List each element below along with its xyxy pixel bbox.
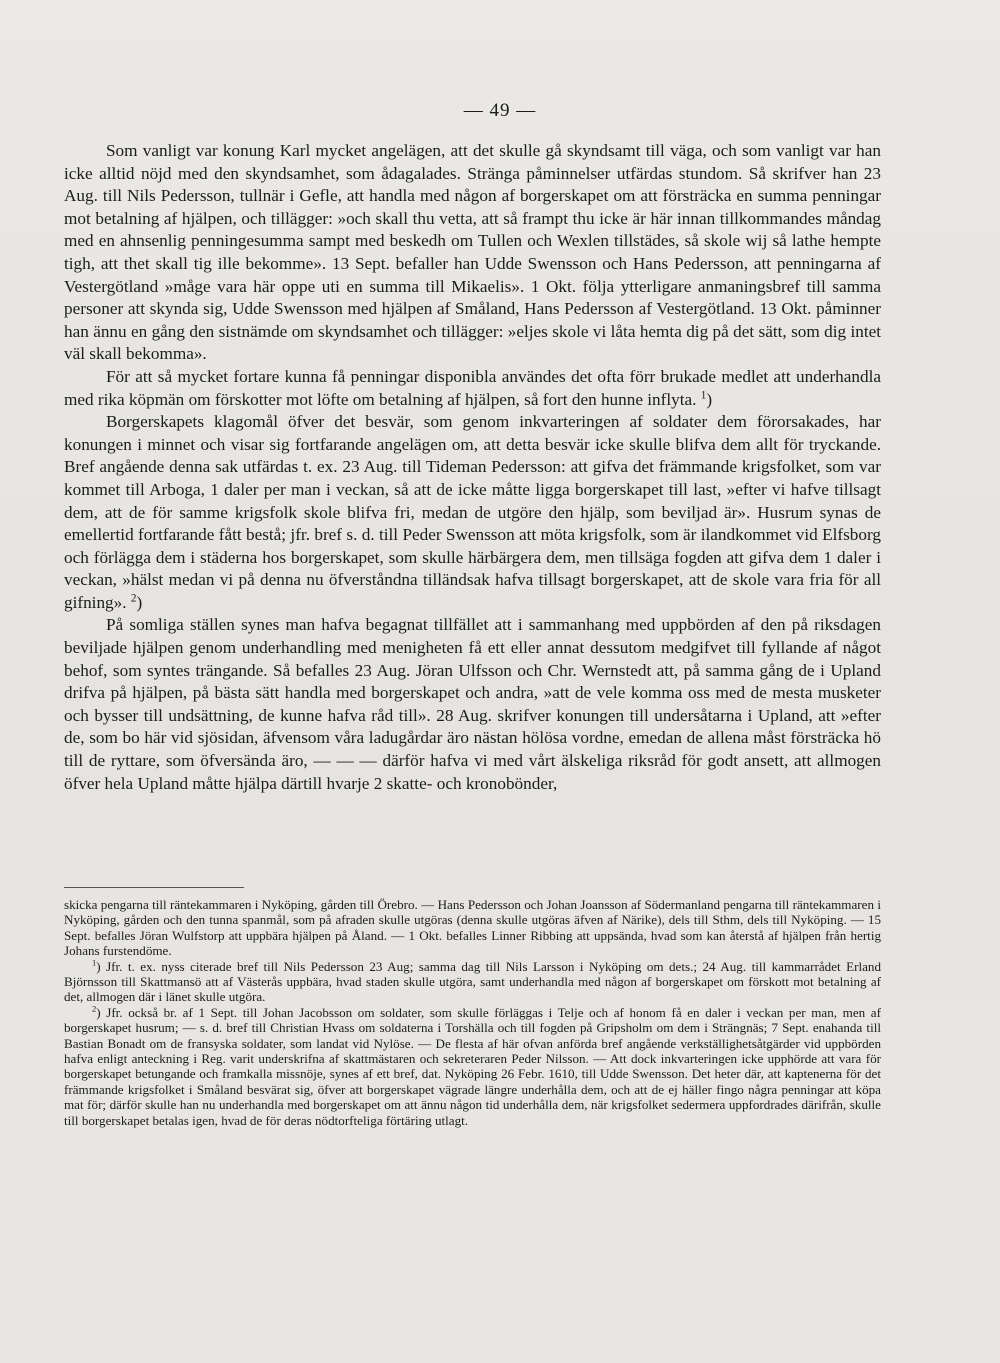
footnote-1: $^1$) Jfr. t. ex. nyss citerade bref till Nils Pedersson 23 Aug; samma dag till Nils Larsson i Nyköping om dets.; 24 Aug. till kammarrådet Erland Björnsson till Skattmansö att af Västerås uppbära, hvad staden skulle utgöra, samt underhandla med någon af borgerskapet om förskott mot betalning af det, allmogen där i länet skulle utgöra. [64, 957, 882, 1005]
footnote-1-text: Jfr. t. ex. nyss citerade bref till Nils Pedersson 23 Aug; samma dag till Nils Larsson i Nyköping om dets.; 24 Aug. till kammarrådet Erland Björnsson till Skattmansö att af Västerås uppbära, hvad staden skulle utgöra, samt underhandla med någon af borgerskapet om förskott mot betalning af det, allmogen där i länet skulle utgöra. [64, 958, 882, 1005]
paragraph-3: Borgerskapets klagomål öfver det besvär, som genom inkvarteringen af soldater dem förorsakades, har konungen i minnet och visar sig fortfarande angelägen om, att detta besvär icke skulle blifva dem allt för tryckande. Bref angående denna sak utfärdas t. ex. 23 Aug. till Tideman Pedersson: att gifva det främmande krigsfolket, som var kommet till Arboga, 1 daler per man i veckan, så att de icke måtte ligga borgerskapet till last, »efter vi hafve tillsagt dem, att de för samme krigsfolk skole blifva fri, medan de utgöre den hjälp, som beviljad är». Husrum synas de emellertid fortfarande fått bestå; jfr. bref s. d. till Peder Swensson att möta krigsfolk, som är ilandkommet vid Elfsborg och förlägga dem i städerna hos borgerskapet, som skulle härbärgera dem, men tillsäga fogden att gifva dem 1 daler i veckan, »hälst medan vi på denna nu öfverståndna tilländsak hafva tillsagt borgerskapet, att de skole vara fria för all gifning». $^2$) [64, 412, 881, 612]
footnote-1-marker: 1 [92, 957, 97, 968]
paragraph-3-text: Borgerskapets klagomål öfver det besvär, som genom inkvarteringen af soldater dem förorsakades, har konungen i minnet och visar sig fortfarande angelägen om, att detta besvär icke skulle blifva dem allt för tryckande. Bref angående denna sak utfärdas t. ex. 23 Aug. till Tideman Pedersson: att gifva det främmande krigsfolket, som var kommet till Arboga, 1 daler per man i veckan, så att de icke måtte ligga borgerskapet till last, »efter vi hafve tillsagt dem, att de för samme krigsfolk skole blifva fri, medan de utgöre den hjälp, som beviljad är». Husrum synas de emellertid fortfarande fått bestå; jfr. bref s. d. till Peder Swensson att möta krigsfolk, som är ilandkommet vid Elfsborg och förlägga dem i städerna hos borgerskapet, som skulle härbärgera dem, men tillsäga fogden att gifva dem 1 daler i veckan, »hälst medan vi på denna nu öfverståndna tilländsak hafva tillsagt borgerskapet, att de skole vara fria för all gifning». [64, 412, 881, 612]
footnotes [64, 897, 881, 1128]
footnote-continuation: skicka pengarna till räntekammaren i Nyköping, gården till Örebro. — Hans Pedersson och Johan Joansson af Södermanland pengarna till räntekammaren i Nyköping, gården och den tunna spanmål, som på afraden skulle utgöras (denna skulle utgöras äfven af Närike), dels till Sthm, dels till Nyköping. — 15 Sept. befalles Jöran Wulfstorp att uppbära hjälpen på Åland. — 1 Okt. befalles Linner Ribbing att uppsända, hvad som kan återstå af hjälpen från hertig Johans furstendöme. [64, 897, 881, 959]
page-number: — 49 — [463, 100, 537, 121]
footnote-ref-1: 1 [700, 388, 707, 401]
paragraph-1: Som vanligt var konung Karl mycket angelägen, att det skulle gå skyndsamt till väga, och som vanligt var han icke alltid nöjd med den skyndsamhet, som ådagalades. Stränga påminnelser utfärdas stundom. Så skrifver han 23 Aug. till Nils Pedersson, tullnär i Gefle, att handla med någon af borgerskapet om att försträcka en summa penningar mot betalning af hjälpen, och tillägger: »och skall thu vetta, att så frampt thu icke är här innan tillkommandes måndag med en ahnsenlig penningesumma sampt med beskedh om Tullen och Wexlen tillstädes, så skole wij så lathe hempte tigh, att thet skall tig ille bekomme». 13 Sept. befaller han Udde Swensson och Hans Pedersson, att penningarna af Vestergötland »måge vara här oppe uti en summa till Mikaelis». 1 Okt. följa ytterligare anmaningsbref till samma personer att skynda sig, Udde Swensson med hjälpen af Småland, Hans Pedersson af Vestergötland. 13 Okt. påminner han ännu en gång den sistnämde om skyndsamhet och tillägger: »eljes skole vi låta hemta dig på det sätt, som dig intet väl skall bekomma». [64, 141, 881, 364]
paragraph-4: På somliga ställen synes man hafva begagnat tillfället att i sammanhang med uppbörden af den på riksdagen beviljade hjälpen genom underhandling med menigheten få ett eller annat dessutom medgifvet till fyllande af något behof, som syntes trängande. Så befalles 23 Aug. Jöran Ulfsson och Chr. Wernstedt att, på samma gång de i Upland drifva på hjälpen, på bästa sätt handla med borgerskapet och andra, »att de vele komma oss med de mesta musketer och bysser till undsättning, de kunne hafva råd till». 28 Aug. skrifver konungen till undersåtarna i Upland, att »efter de, som bo här vid sjösidan, äfvensom våra ladugårdar äro nästan hölösa vordne, emedan de allena måst försträcka hö till de ryttare, som öfversända äro, — — — därför hafva vi med vårt älskeliga riksråd för godt ansett, att allmogen öfver hela Upland måtte hjälpa därtill hvarje 2 skatte- och kronobönder, [64, 615, 881, 793]
footnote-2-text: Jfr. också br. af 1 Sept. till Johan Jacobsson om soldater, som skulle förläggas i Telje och af honom få en daler i veckan per man, men af borgerskapet husrum; — s. d. bref till Christian Hvass om soldaterna i Torshälla och till fogden på Gripsholm om dem i Strängnäs; 7 Sept. enahanda till Bastian Bonadt om de fransyska soldater, som landat vid Nylöse. — De flesta af här ofvan anförda bref angående verkställighetsåtgärder vid uppbörden hafva enligt anteckning i Reg. varit underskrifna af skattmästaren och sekreteraren Peder Nilsson. — Att dock inkvarteringen icke upphörde att vara för borgerskapet betungande och framkalla missnöje, synes af ett bref, dat. Nyköping 26 Febr. 1610, till Udde Swensson. Det heter där, att kaptenerna för det främmande krigsfolket i Småland besvärat sig, öfver att borgerskapet vägrade längre underhålla dem, och att de ej häller fingo några penningar att köpa mat för; därför skulle han nu underhandla med borgerskapet om att ännu någon tid underhålla dem, när krigsfolket sedermera uppfordrades därifrån, skulle till borgerskapet betalas igen, hvad de för deras nödtorfteliga förtäring utlagt. [64, 1004, 881, 1128]
footnote-2-marker: 2 [92, 1003, 97, 1014]
footnote-divider [64, 887, 244, 888]
paragraph-2: För att så mycket fortare kunna få penningar disponibla användes det ofta förr brukade medlet att underhandla med rika köpmän om förskotter mot löfte om betalning af hjälpen, så fort den hunne inflyta. $^1$) [64, 366, 881, 409]
paragraph-2-text: För att så mycket fortare kunna få penningar disponibla användes det ofta förr brukade medlet att underhandla med rika köpmän om förskotter mot löfte om betalning af hjälpen, så fort den hunne inflyta. [64, 366, 881, 409]
footnote-ref-2: 2 [130, 592, 137, 605]
body-text [64, 140, 881, 795]
footnote-2: $^2$) Jfr. också br. af 1 Sept. till Johan Jacobsson om soldater, som skulle förläggas i Telje och af honom få en daler i veckan per man, men af borgerskapet husrum; — s. d. bref till Christian Hvass om soldaterna i Torshälla och till fogden på Gripsholm om dem i Strängnäs; 7 Sept. enahanda till Bastian Bonadt om de fransyska soldater, som landat vid Nylöse. — De flesta af här ofvan anförda bref angående verkställighetsåtgärder vid uppbörden hafva enligt anteckning i Reg. varit underskrifna af skattmästaren och sekreteraren Peder Nilsson. — Att dock inkvarteringen icke upphörde att vara för borgerskapet betungande och framkalla missnöje, synes af ett bref, dat. Nyköping 26 Febr. 1610, till Udde Swensson. Det heter där, att kaptenerna för det främmande krigsfolket i Småland besvärat sig, öfver att borgerskapet vägrade längre underhålla dem, och att de ej häller fingo några penningar att köpa mat för; därför skulle han nu underhandla med borgerskapet om att ännu någon tid underhålla dem, när krigsfolket sedermera uppfordrades därifrån, skulle till borgerskapet betalas igen, hvad de för deras nödtorfteliga förtäring utlagt. [64, 1003, 881, 1128]
